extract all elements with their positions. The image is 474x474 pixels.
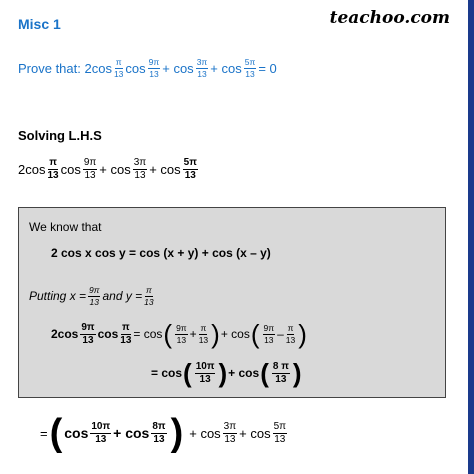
- question-prefix: Prove that: 2cos: [18, 60, 112, 76]
- identity-formula: 2 cos x cos y = cos (x + y) + cos (x – y): [51, 246, 271, 260]
- fraction-9pi-13: $\frac{9\pi}{13}$: [148, 57, 160, 79]
- expansion-line: 2cos $\frac{9\pi}{13}$ cos $\frac{\pi}{13}$ = cos ( $\frac{9\pi}{13}$ + $\frac{\pi}{13}$ ) + cos ( $\frac{9\pi}{13}$ – $\frac{\pi}{13}$ ): [51, 319, 307, 349]
- slide-title: Misc 1: [18, 16, 61, 32]
- fraction-3pi-13: $\frac{3\pi}{13}$: [196, 57, 208, 79]
- fraction-3pi-13: $\frac{3\pi}{13}$: [133, 157, 147, 181]
- section-heading: Solving L.H.S: [18, 128, 102, 143]
- fraction-pi-13: $\frac{\pi}{13}$: [47, 157, 59, 181]
- side-accent-bar: [468, 0, 474, 474]
- fraction-5pi-13: $\frac{5\pi}{13}$: [183, 157, 197, 181]
- fraction-5pi-13: $\frac{5\pi}{13}$: [244, 57, 256, 79]
- substitution-line: Putting x = $\frac{9\pi}{13}$ and y = $\frac{\pi}{13}$: [29, 285, 154, 307]
- simplified-line: = cos ( $\frac{10\pi}{13}$ ) + cos ( $\frac{8 \pi}{13}$ ): [151, 358, 302, 388]
- formula-box: [18, 207, 446, 398]
- result-expression: = ( cos $\frac{10\pi}{13}$ + cos $\frac{8\pi}{13}$ ) + cos $\frac{3\pi}{13}$ + cos $\frac{5\pi}{13}$: [40, 412, 287, 454]
- lhs-expression: 2cos $\frac{\pi}{13}$ cos $\frac{9\pi}{13}$ + cos $\frac{3\pi}{13}$ + cos $\frac{5\pi}{13}$: [18, 157, 197, 181]
- teachoo-logo: teachoo.com: [329, 8, 450, 28]
- fraction-9pi-13: $\frac{9\pi}{13}$: [83, 157, 97, 181]
- question-statement: Prove that: 2cos $\frac{\pi}{13}$ cos $\frac{9\pi}{13}$ + cos $\frac{3\pi}{13}$ + cos $\frac{5\pi}{13}$ = 0: [18, 57, 277, 79]
- fraction-pi-13: $\frac{\pi}{13}$: [113, 57, 124, 79]
- box-intro: We know that: [29, 220, 102, 234]
